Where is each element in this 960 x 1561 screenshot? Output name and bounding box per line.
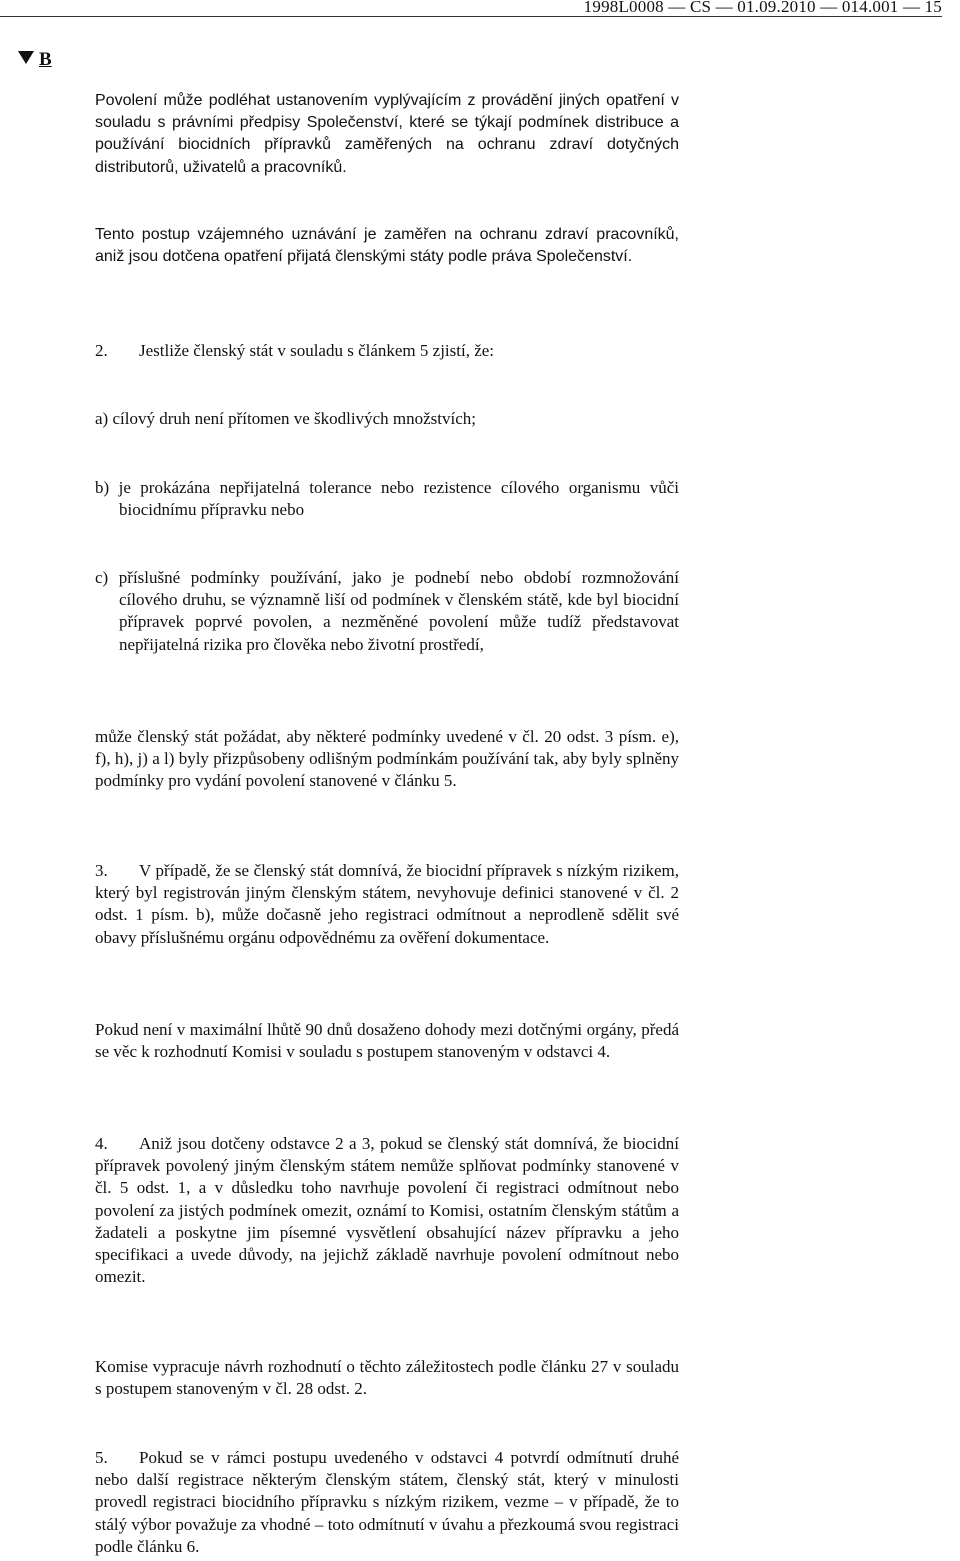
paragraph-5 <box>95 1447 679 1558</box>
paragraph-3 <box>95 860 679 949</box>
list-item-c: c) příslušné podmínky používání, jako je podnebí nebo období rozmnožování cílového druhu, se významně liší od podmínek v členském státě, kde byl biocidní přípravek poprvé povolen, a nezměněné povolení může tudíž představovat nepřijatelná rizika pro člověka nebo životní prostředí, <box>95 568 679 654</box>
paragraph-text: Pokud se v rámci postupu uvedeného v odstavci 4 potvrdí odmítnutí druhé nebo další registrace některým členským státem, členský stát, který v minulosti provedl registraci biocidního přípravku s nízkým rizikem, vezme – v případě, že to stálý výbor považuje za vhodné – toto odmítnutí v úvahu a přezkoumá svou registraci podle článku 6. <box>95 1448 679 1556</box>
paragraph-2 <box>95 340 679 362</box>
paragraph-number: 4. <box>95 1134 108 1153</box>
amendment-marker-letter: B <box>39 49 52 70</box>
paragraph-number: 2. <box>95 341 108 360</box>
list-item-b: b) je prokázána nepřijatelná tolerance nebo rezistence cílového organismu vůči biocidnímu přípravku nebo <box>95 478 679 520</box>
paragraph-4 <box>95 1133 679 1288</box>
paragraph-number: 5. <box>95 1448 108 1467</box>
paragraph-authorisation-conditions: Povolení může podléhat ustanovením vyplývajícím z provádění jiných opatření v souladu s právními předpisy Společenství, které se týkají podmínek distribuce a používání biocidních přípravků zaměřených na ochranu zdraví dotyčných distributorů, uživatelů a pracovníků. <box>95 92 679 176</box>
paragraph-text: V případě, že se členský stát domnívá, že biocidní přípravek s nízkým rizikem, který byl registrován jiným členským státem, nevyhovuje definici stanovené v čl. 2 odst. 1 písm. b), může dočasně jeho registraci odmítnout a neprodleně sdělit své obavy příslušnému orgánu odpovědnému za ověření dokumentace. <box>95 861 679 947</box>
paragraph-adjustment-request: může členský stát požádat, aby některé podmínky uvedené v čl. 20 odst. 3 písm. e), f), h), j) a l) byly přizpůsobeny odlišným podmínkám používání tak, aby byly splněny podmínky pro vydání povolení stanovené v článku 5. <box>95 727 679 791</box>
page-header <box>0 0 960 17</box>
amendment-marker <box>18 49 52 71</box>
paragraph-no-agreement: Pokud není v maximální lhůtě 90 dnů dosaženo dohody mezi dotčnými orgány, předá se věc k rozhodnutí Komisi v souladu s postupem stanoveným v odstavci 4. <box>95 1020 679 1062</box>
paragraph-text: Jestliže členský stát v souladu s článkem 5 zjistí, že: <box>139 341 495 360</box>
paragraph-text: Aniž jsou dotčeny odstavce 2 a 3, pokud se členský stát domnívá, že biocidní přípravek povolený jiným členským státem nemůže splňovat podmínky stanovené v čl. 5 odst. 1, a v důsledku toho navrhuje povolení či registraci odmítnout nebo povolení za jistých podmínek omezit, oznámí to Komisi, ostatním členským státům a žadateli a poskytne jim písemné vysvětlení obsahující název přípravku a jeho specifikaci a uvede důvody, na jejichž základě navrhuje povolení odmítnout nebo omezit. <box>95 1134 679 1287</box>
triangle-down-icon <box>18 51 34 64</box>
paragraph-commission-draft: Komise vypracuje návrh rozhodnutí o těchto záležitostech podle článku 27 v souladu s postupem stanoveným v čl. 28 odst. 2. <box>95 1357 679 1399</box>
document-reference: 1998L0008 — CS — 01.09.2010 — 014.001 — 15 <box>583 0 942 16</box>
header-rule <box>0 16 942 17</box>
paragraph-number: 3. <box>95 861 108 880</box>
list-item-a: a) cílový druh není přítomen ve škodlivých množstvích; <box>95 409 477 428</box>
paragraph-mutual-recognition: Tento postup vzájemného uznávání je zaměřen na ochranu zdraví pracovníků, aniž jsou dotčena opatření přijatá členskými státy podle práva Společenství. <box>95 226 679 266</box>
